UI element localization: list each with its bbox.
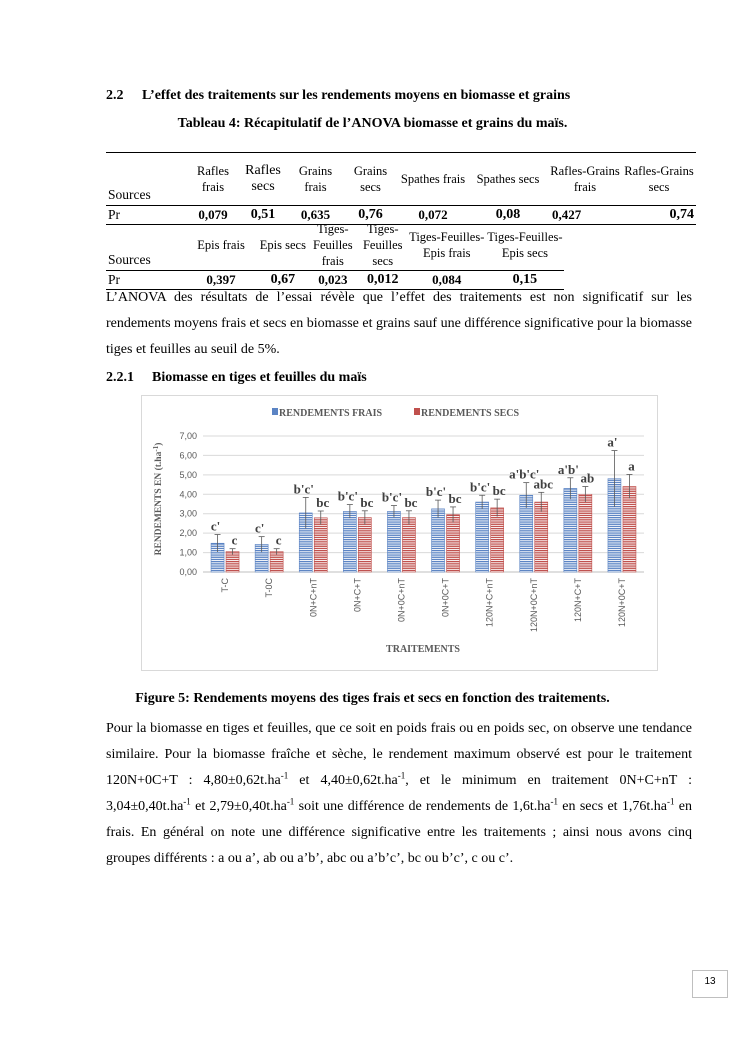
- table2-value: 0,15: [486, 271, 564, 290]
- section-title: L’effet des traitements sur les rendements moyens en biomasse et grains: [142, 88, 571, 103]
- x-axis-label: TRAITEMENTS: [386, 644, 460, 655]
- data-label: b'c': [293, 481, 314, 497]
- table1-value: 0,079: [188, 206, 238, 225]
- y-tick-label: 2,00: [179, 528, 197, 539]
- table1-col-header: Spathes frais: [398, 153, 468, 206]
- page-number: 13: [692, 970, 728, 998]
- table1-value: 0,072: [398, 206, 468, 225]
- table1-value: 0,74: [622, 206, 696, 225]
- bar: [447, 515, 460, 572]
- data-label: b'c': [470, 479, 491, 495]
- data-label: bc: [448, 490, 462, 506]
- data-label: abc: [533, 476, 553, 492]
- section-number: 2.2: [106, 88, 124, 103]
- y-tick-label: 3,00: [179, 508, 197, 519]
- data-label: b'c': [381, 489, 403, 505]
- x-tick-label: 120N+0C+nT: [528, 578, 539, 633]
- paragraph-anova-text: L’ANOVA des résultats de l’essai révèle que l’effet des traitements est non significatif sur les rendements moyens frais et secs en biomasse et grains sauf une différence significative pour la biomasse tiges et feuilles au seuil de 5%.: [106, 290, 692, 357]
- y-tick-label: 4,00: [179, 489, 197, 500]
- anova-table-1: [106, 152, 696, 225]
- table1-col-header: Rafles-Grains frais: [548, 153, 622, 206]
- table2-col-header: Tiges-Feuilles-Epis secs: [486, 220, 564, 271]
- legend-label-secs: RENDEMENTS SECS: [421, 408, 520, 419]
- section-heading: [106, 88, 570, 104]
- bar: [535, 502, 548, 572]
- y-tick-label: 7,00: [179, 431, 197, 441]
- table1-col-header: Grains secs: [343, 153, 398, 206]
- x-tick-label: 0N+C+T: [352, 578, 363, 613]
- table2-col-header: Tiges-Feuilles frais: [308, 220, 358, 271]
- data-label: bc: [404, 494, 418, 510]
- chart-frame: [141, 395, 658, 671]
- data-label: bc: [492, 483, 506, 499]
- table2-value: 0,023: [308, 271, 358, 290]
- table2-value: 0,084: [408, 271, 486, 290]
- bar: [226, 552, 239, 572]
- chart-legend: [272, 408, 520, 419]
- data-label: ab: [580, 470, 595, 486]
- table1-col-header: Grains frais: [288, 153, 343, 206]
- table2-col-header: Tiges-Feuilles-Epis frais: [408, 220, 486, 271]
- data-label: a'b': [557, 461, 579, 477]
- bar: [314, 518, 327, 572]
- legend-swatch-secs: [414, 408, 420, 415]
- data-label: a'b'c': [509, 466, 540, 482]
- anova-table-2: [106, 220, 564, 290]
- data-label: a': [607, 434, 618, 450]
- table2-col-header: Epis frais: [184, 220, 258, 271]
- table2-col-header: Tiges-Feuilles secs: [358, 220, 408, 271]
- data-label: b'c': [425, 484, 447, 500]
- data-label: bc: [316, 494, 330, 510]
- legend-label-frais: RENDEMENTS FRAIS: [279, 408, 383, 419]
- bar: [343, 511, 356, 572]
- table-caption: Tableau 4: Récapitulatif de l’ANOVA biomasse et grains du maïs.: [177, 116, 568, 131]
- x-tick-label: 0N+0C+T: [440, 578, 451, 618]
- bar: [432, 509, 445, 572]
- legend-swatch-frais: [272, 408, 278, 415]
- table2-value: 0,67: [258, 271, 308, 290]
- table1-col-header: Rafles-Grains secs: [622, 153, 696, 206]
- bar: [270, 552, 283, 572]
- table1-col-header: Spathes secs: [468, 153, 548, 206]
- table1-row-label: Pr: [106, 206, 188, 225]
- y-axis-label: RENDEMENTS EN $(t.ha^{-1})$: [152, 442, 164, 556]
- bar-chart: [142, 396, 657, 670]
- x-tick-label: 0N+C+nT: [308, 578, 319, 618]
- bar: [623, 487, 636, 572]
- subsection-heading: [106, 370, 367, 386]
- table1-source-header: Sources: [106, 153, 188, 206]
- data-label: c': [254, 520, 265, 536]
- bar: [491, 508, 504, 572]
- data-label: c': [210, 518, 221, 534]
- table2-row-label: Pr: [106, 271, 184, 290]
- table1-value: 0,08: [468, 206, 548, 225]
- table1-value: 0,51: [238, 206, 288, 225]
- bar: [387, 511, 400, 572]
- table2-value: 0,397: [184, 271, 258, 290]
- x-tick-label: 0N+0C+nT: [396, 578, 407, 623]
- bar: [564, 488, 577, 572]
- table1-value: 0,76: [343, 206, 398, 225]
- table1-value: 0,635: [288, 206, 343, 225]
- subsection-number: 2.2.1: [106, 370, 134, 385]
- data-label: b'c': [337, 488, 358, 504]
- data-label: c: [275, 532, 282, 548]
- subsection-title: Biomasse en tiges et feuilles du maïs: [152, 370, 367, 385]
- table1-col-header: Rafles frais: [188, 153, 238, 206]
- chart-gridlines: [203, 436, 644, 572]
- data-label: c: [231, 532, 238, 548]
- y-tick-label: 1,00: [179, 547, 197, 558]
- figure-caption: Figure 5: Rendements moyens des tiges frais et secs en fonction des traitements.: [135, 691, 610, 706]
- x-tick-label: 120N+C+nT: [484, 578, 495, 628]
- bar: [579, 494, 592, 572]
- bar: [476, 502, 489, 572]
- x-tick-label: 120N+C+T: [572, 578, 583, 623]
- paragraph-results: [106, 716, 692, 872]
- table2-value: 0,012: [358, 271, 408, 290]
- y-tick-label: 6,00: [179, 450, 197, 461]
- x-tick-label: T-0C: [264, 578, 275, 598]
- bar: [358, 518, 371, 572]
- table1-col-header: Rafles secs: [238, 153, 288, 206]
- y-tick-label: 5,00: [179, 469, 197, 480]
- table2-col-header: Epis secs: [258, 220, 308, 271]
- paragraph-anova: [106, 285, 692, 363]
- x-tick-label: T-C: [220, 578, 231, 593]
- x-tick-label: 120N+0C+T: [616, 578, 627, 628]
- y-tick-label: 0,00: [179, 567, 197, 577]
- table2-source-header: Sources: [106, 220, 184, 271]
- table1-value: 0,427: [548, 206, 622, 225]
- bar: [402, 518, 415, 572]
- paragraph-results-text: Pour la biomasse en tiges et feuilles, que ce soit en poids frais ou en poids sec, on observe une tendance similaire. Pour la biomasse fraîche et sèche, le rendement maximum observé est pour le traitement 120N+0C+T : $4,80\pm 0,62t.ha^{-1}$ et $4,40\pm 0,62t.ha^{-1}$, et le minimum en traitement 0N+C+nT : $3,04\pm 0,40t.ha^{-1}$ et $2,79\pm 0,40t.ha^{-1}$ soit une différence de rendements de $1,6t.ha^{-1}$ en secs et $1,76t.ha^{-1}$ en frais. En général on note une différence significative entre les traitements ; ainsi nous avons cinq groupes différents : a ou a’, ab ou a’b’, abc ou a’b’c’, bc ou b’c’, c ou c’.: [106, 721, 693, 866]
- data-label: a: [628, 458, 635, 474]
- data-label: bc: [360, 494, 374, 510]
